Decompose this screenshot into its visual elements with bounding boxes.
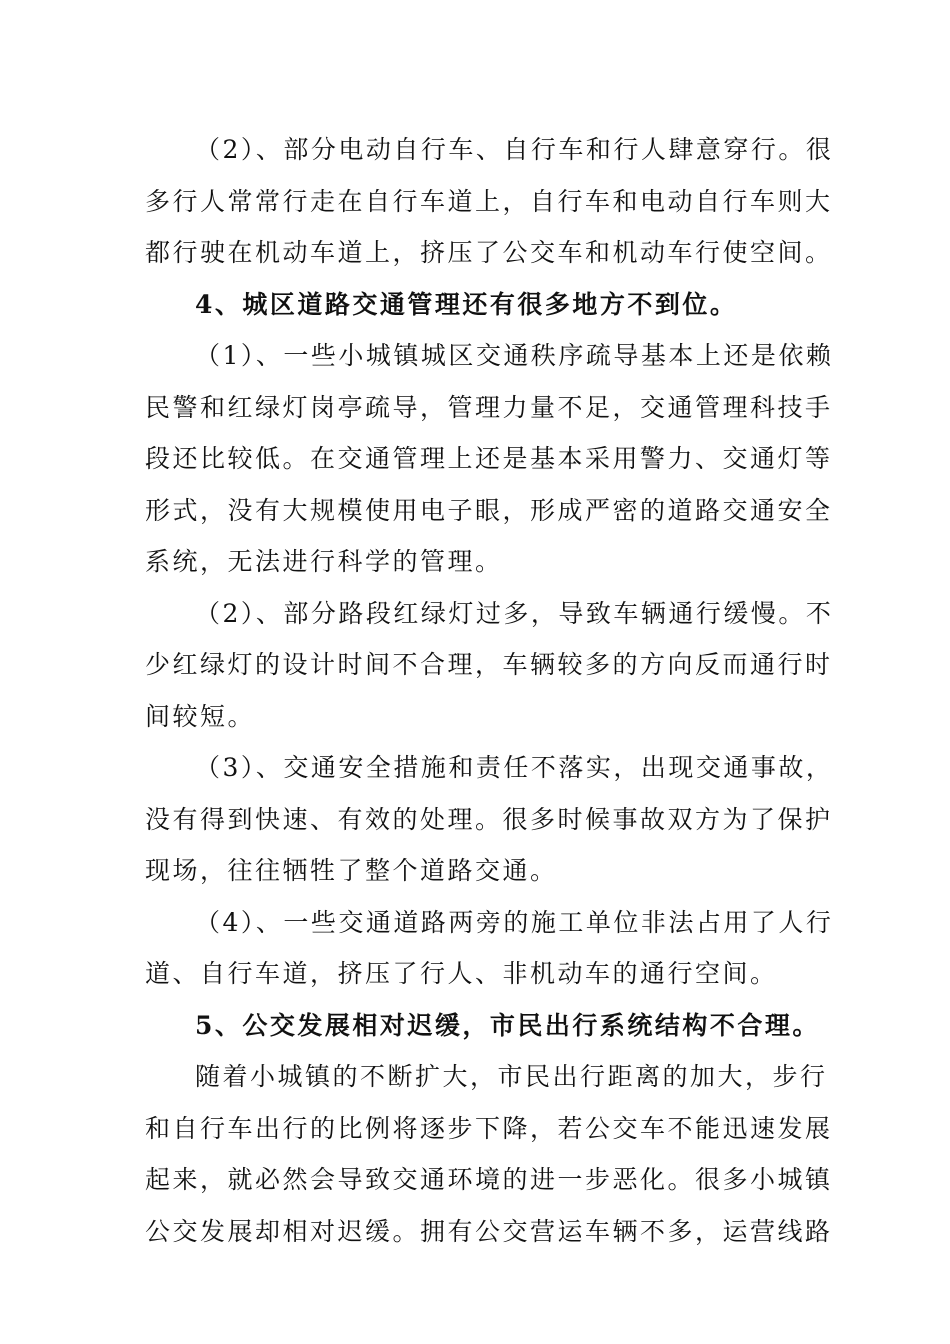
text-line: 4、城区道路交通管理还有很多地方不到位。 — [195, 289, 738, 319]
text-line: （2）、部分电动自行车、自行车和行人肆意穿行。很 — [195, 135, 834, 164]
text-line: 起来，就必然会导致交通环境的进一步恶化。很多小城镇 — [145, 1165, 833, 1194]
text-line: （4）、一些交通道路两旁的施工单位非法占用了人行 — [195, 907, 834, 937]
body-paragraph — [145, 897, 834, 1000]
text-line: 都行驶在机动车道上，挤压了公交车和机动车行使空间。 — [145, 238, 833, 267]
text-line: 道、自行车道，挤压了行人、非机动车的通行空间。 — [145, 959, 778, 988]
text-line: （3）、交通安全措施和责任不落实，出现交通事故， — [195, 753, 834, 782]
text-line: 随着小城镇的不断扩大，市民出行距离的加大，步行 — [195, 1062, 828, 1091]
text-line: 没有得到快速、有效的处理。很多时候事故双方为了保护 — [145, 804, 833, 834]
section-heading — [145, 279, 807, 331]
body-paragraph — [145, 1051, 833, 1257]
text-line: 5、公交发展相对迟缓，市民出行系统结构不合理。 — [195, 1010, 820, 1040]
text-line: 民警和红绿灯岗亭疏导，管理力量不足，交通管理科技手 — [145, 392, 833, 422]
text-line: 公交发展却相对迟缓。拥有公交营运车辆不多，运营线路 — [145, 1216, 833, 1246]
body-paragraph — [145, 742, 834, 897]
text-line: （2）、部分路段红绿灯过多，导致车辆通行缓慢。不 — [195, 598, 834, 628]
section-heading — [145, 1000, 820, 1052]
body-paragraph — [145, 330, 834, 588]
text-line: 系统，无法进行科学的管理。 — [145, 547, 503, 576]
text-line: 少红绿灯的设计时间不合理，车辆较多的方向反而通行时 — [145, 650, 833, 679]
text-line: 段还比较低。在交通管理上还是基本采用警力、交通灯等 — [145, 444, 833, 473]
text-line: （1）、一些小城镇城区交通秩序疏导基本上还是依赖 — [195, 341, 834, 370]
body-paragraph — [145, 124, 834, 279]
text-line: 现场，往往牺牲了整个道路交通。 — [145, 856, 558, 885]
text-line: 形式，没有大规模使用电子眼，形成严密的道路交通安全 — [145, 495, 833, 525]
body-paragraph — [145, 588, 834, 743]
text-line: 多行人常常行走在自行车道上，自行车和电动自行车则大 — [145, 186, 833, 216]
document-page — [145, 124, 834, 1257]
text-line: 间较短。 — [145, 701, 256, 731]
text-line: 和自行车出行的比例将逐步下降，若公交车不能迅速发展 — [145, 1113, 833, 1143]
